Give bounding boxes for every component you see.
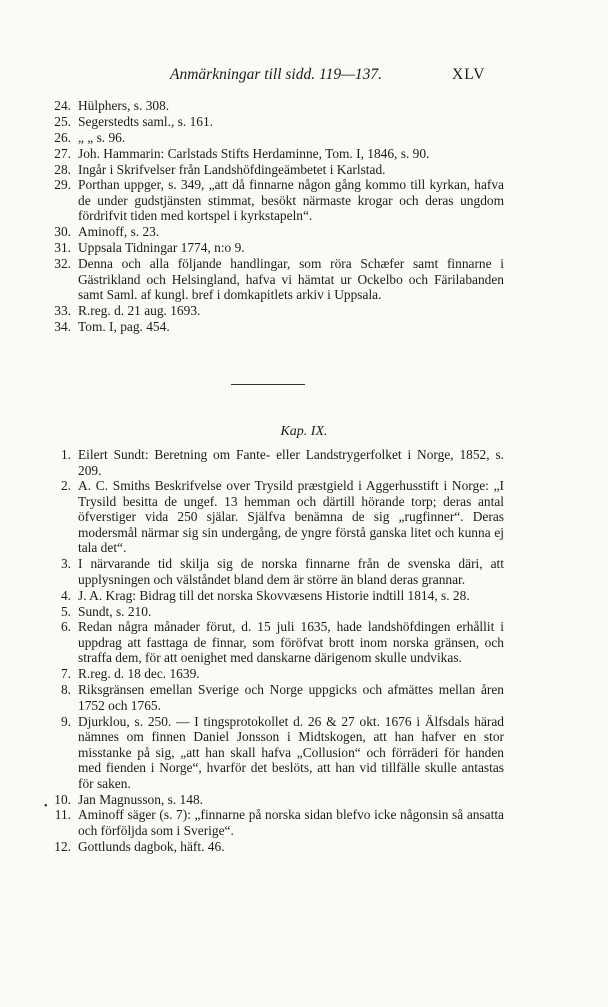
note-text: R.reg. d. 21 aug. 1693. [78,303,201,319]
section-divider [231,384,305,385]
note-text: Redan några månader förut, d. 15 juli 1635, hade landshöfdingen erhållit i uppdrag att fasttaga de finnar, som föröfvat brott inom norska gränsen, och straffa dem, för att oenighet med danskarne därigenom skulle undvikas. [78,619,504,666]
note-text: R.reg. d. 18 dec. 1639. [78,666,200,682]
note-text: I närvarande tid skilja sig de norska finnarne från de svenska däri, att upplysningen och välståndet bland dem är större än bland deras grannar. [78,556,504,587]
note-number: 30. [54,224,71,240]
note-number: 26. [54,129,71,145]
note-number: 32. [54,256,71,272]
note-number: 34. [54,318,71,334]
note-number: 27. [54,145,71,161]
note-number: 9. [60,713,71,729]
note-text: Porthan uppger, s. 349, „att då finnarne någon gång kommo till kyrkan, hafva de under gudstjänsten stimmat, besökt närmaste krogar och deras ungdom fördrifvit tiden med kortspel i kyrkstapeln“. [78,177,504,224]
note-number: 2. [60,478,71,494]
note-item [44,807,504,838]
page-header [0,66,608,90]
note-text: Aminoff, s. 23. [78,224,160,240]
note-number: 11. [54,807,71,823]
note-text: „ „ s. 96. [78,129,126,145]
note-number: 33. [54,303,71,319]
note-item [44,130,504,146]
note-text: Aminoff säger (s. 7): „finnarne på norska sidan blefvo icke någonsin så ansatta och förföljda som i Sverige“. [78,807,504,838]
note-text: Ingår i Skrifvelser från Landshöfdingeämbetet i Karlstad. [78,161,386,177]
note-item [44,240,504,256]
note-number: 10. [54,791,71,807]
note-text: Segerstedts saml., s. 161. [78,113,214,129]
note-number: 31. [54,240,71,256]
note-number: 4. [60,587,71,603]
note-item [44,319,504,335]
note-item [44,162,504,178]
note-item [44,666,504,682]
chapter-heading: Kap. IX. [280,424,328,439]
note-number: 7. [60,666,71,682]
note-text: Uppsala Tidningar 1774, n:o 9. [78,240,245,256]
note-item [44,604,504,620]
note-item [44,839,504,855]
notes-list-part2 [44,447,504,855]
note-text: Tom. I, pag. 454. [78,318,170,334]
note-item [44,682,504,713]
note-text: Joh. Hammarin: Carlstads Stifts Herdaminne, Tom. I, 1846, s. 90. [78,145,430,161]
note-text: Djurklou, s. 250. — I tingsprotokollet d. 26 & 27 okt. 1676 i Älfsdals härad nämnes om finnen Daniel Jonsson i Midtskogen, att han hafver en stor misstanke på sig, „att han skall hafva „Collusion“ och förräderi för handen med fienden i Norge“, hvarför det beslöts, att han vid tillfälle skulle antastas för saken. [78,713,504,791]
note-item [44,256,504,303]
note-number: 12. [54,838,71,854]
note-item [44,792,504,808]
note-item [44,303,504,319]
note-number: 6. [60,619,71,635]
note-number: 24. [54,98,71,113]
note-number: 8. [60,682,71,698]
note-item [44,619,504,666]
note-item [44,177,504,224]
note-item [44,556,504,587]
note-text: Hülphers, s. 308. [78,98,170,113]
note-item [44,447,504,478]
note-text: Riksgränsen emellan Sverige och Norge uppgicks och afmättes mellan åren 1752 och 1765. [78,682,504,713]
note-text: Denna och alla följande handlingar, som röra Schæfer samt finnarne i Gästrikland och Helsingland, hafva vi hämtat ur Ockelbo och Färilabanden samt Saml. af kungl. bref i domkapitlets arkiv i Uppsala. [78,256,504,303]
note-item [44,714,504,792]
note-item [44,224,504,240]
page-number: XLV [452,66,486,83]
note-text: A. C. Smiths Beskrifvelse over Trysild præstgield i Aggerhusstift i Norge: „I Trysild besitta de ungef. 13 hemman och därtill hörande torp; deras antal öfverstiger vida 250 själar. Själfva benämna de sig „rugfinner“. Deras modersmål närmar sig sin undergång, de yngre förstå ganska litet och kunna ej tala det“. [78,478,504,556]
note-number: 28. [54,161,71,177]
note-number: 5. [60,603,71,619]
note-number: 1. [60,447,71,462]
note-number: 25. [54,113,71,129]
note-text: J. A. Krag: Bidrag till det norska Skovvæsens Historie indtill 1814, s. 28. [78,587,470,603]
note-text: Sundt, s. 210. [78,603,152,619]
note-item [44,114,504,130]
margin-dot-mark: • [44,801,48,812]
note-item [44,98,504,114]
note-item [44,146,504,162]
notes-list-part1 [44,98,504,335]
note-number: 3. [60,556,71,572]
running-title: Anmärkningar till sidd. 119—137. [170,66,382,83]
note-number: 29. [54,177,71,193]
note-item [44,588,504,604]
note-text: Gottlunds dagbok, häft. 46. [78,838,225,854]
note-item [44,478,504,556]
note-text: Eilert Sundt: Beretning om Fante- eller Landstrygerfolket i Norge, 1852, s. 209. [78,447,504,478]
note-text: Jan Magnusson, s. 148. [78,791,203,807]
